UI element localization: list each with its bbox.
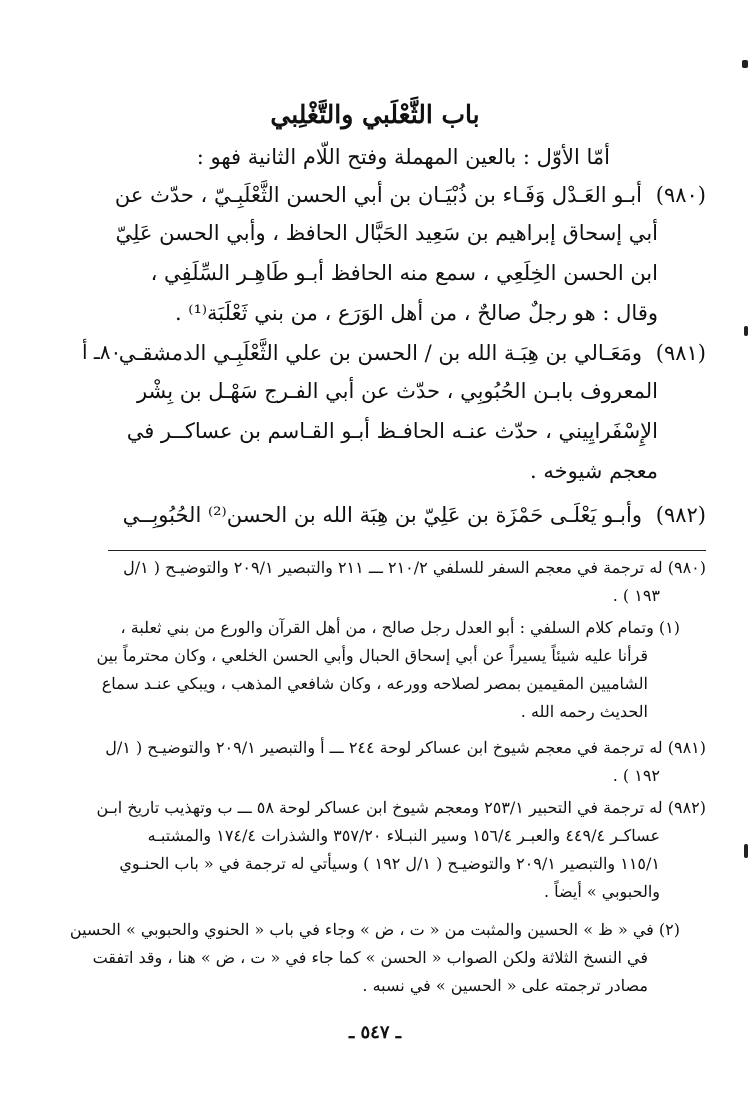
entry-981-line-2: المعروف بابـن الحُبُوبِي ، حدّث عن أبي الفـرج سَهْـل بن بِشْر: [136, 379, 658, 403]
page-number: ـ ٥٤٧ ـ: [348, 1022, 402, 1043]
entry-982-number: (٩٨٢): [655, 503, 706, 527]
footnote-980-line-1: (٩٨٠) له ترجمة في معجم السفر للسلفي ٢١٠/٢ ـــ ٢١١ والتبصير ٢٠٩/١ والتوضيـح ( ١/ل: [123, 558, 706, 577]
footnote-2-line-1: (٢) في « ظ » الحسين والمثبت من « ت ، ض » وجاء في باب « الحنوي والحبوبي » الحسين: [69, 920, 680, 939]
scan-edge-mark: [744, 326, 748, 336]
entry-981-line-3: الإِسْفَرايِيني ، حدّث عنـه الحافـظ أبـو القـاسم بن عساكــر في: [126, 419, 658, 443]
scan-edge-mark: [744, 844, 748, 858]
chapter-title: باب الثَّعْلَبي والتَّغْلِبي: [270, 100, 480, 129]
intro-line: أمّا الأوّل : بالعين المهملة وفتح اللّام الثانية فهو :: [196, 145, 610, 169]
entry-text: ومَعَـالي بن هِبَـة الله بن / الحسن بن علي الثَّعْلَبِـي الدمشقـي: [118, 341, 642, 365]
footnote-separator: [108, 550, 706, 551]
footnote-1-line-1: (١) وتمام كلام السلفي : أبو العدل رجل صالح ، من أهل القرآن والورع من بني ثعلبة ،: [120, 618, 680, 637]
footnote-982-line-2: عساكـر ٤٤٩/٤ والعبـر ١٥٦/٤ وسير النبـلاء ٣٥٧/٢٠ والشذرات ١٧٤/٤ والمشتبـه: [147, 826, 660, 845]
footnote-2-line-2: في النسخ الثلاثة ولكن الصواب « الحسن » كما جاء في « ت ، ض » هنا ، وقد اتفقت: [92, 948, 648, 967]
footnote-2-line-3: مصادر ترجمته على « الحسين » في نسبه .: [362, 976, 648, 995]
footnote-1-line-4: الحديث رحمه الله .: [520, 702, 648, 721]
entry-980-line-4: وقال : هو رجلٌ صالحٌ ، من أهل الوَرَع ، من بني ثَعْلَبَة⁽¹⁾ .: [174, 301, 658, 325]
footnote-1-line-2: قرأنا عليه شيئاً يسيراً عن أبي إسحاق الحبال وأبي الحسن الخلعي ، وكان محترماً بين: [96, 646, 648, 665]
entry-text: أبـو العَـدْل وَفَـاء بن ذُبْيَـان بن أبي الحسن الثَّعْلَبِـيّ ، حدّث عن: [114, 183, 642, 207]
entry-981-number: (٩٨١): [655, 341, 706, 365]
footnote-980-line-2: ١٩٣ ) .: [612, 586, 660, 605]
margin-folio-note: ٨٠ـ أ: [82, 340, 122, 364]
scan-edge-mark: [742, 60, 748, 68]
footnote-981-line-2: ١٩٢ ) .: [612, 766, 660, 785]
footnote-982-line-4: والحبوبي » أيضاً .: [543, 882, 660, 901]
entry-980-line-1: [92, 180, 706, 210]
entry-980-line-3: ابن الحسن الخِلَعِي ، سمع منه الحافظ أبـو طَاهِـر السِّلَفِي ،: [150, 261, 658, 285]
footnote-982-line-1: (٩٨٢) له ترجمة في التحبير ٢٥٣/١ ومعجم شيوخ ابن عساكر لوحة ٥٨ ـــ ب وتهذيب تاريخ ابـن: [96, 798, 706, 817]
entry-980-number: (٩٨٠): [655, 183, 706, 207]
footnote-982-line-3: ١١٥/١ والتبصير ٢٠٩/١ والتوضيـح ( ١/ل ١٩٢ ) وسيأتي له ترجمة في « باب الحنـوي: [119, 854, 660, 873]
entry-981-line-1: [118, 338, 706, 368]
entry-text: وأبـو يَعْلَـى حَمْزَة بن عَلِيّ بن هِبَة الله بن الحسن⁽²⁾ الحُبُوبِــي: [122, 503, 642, 527]
entry-982-line-1: [92, 500, 706, 530]
footnote-981-line-1: (٩٨١) له ترجمة في معجم شيوخ ابن عساكر لوحة ٢٤٤ ـــ أ والتبصير ٢٠٩/١ والتوضيـح ( ١/ل: [105, 738, 706, 757]
footnote-1-line-3: الشاميين المقيمين بمصر لصلاحه وورعه ، وكان شافعي المذهب ، ويبكي عنـد سماع: [101, 674, 648, 693]
entry-981-line-4: معجم شيوخه .: [530, 459, 658, 483]
entry-980-line-2: أبي إسحاق إبراهيم بن سَعِيد الحَبَّال الحافظ ، وأبي الحسن عَلِيّ: [115, 221, 658, 245]
